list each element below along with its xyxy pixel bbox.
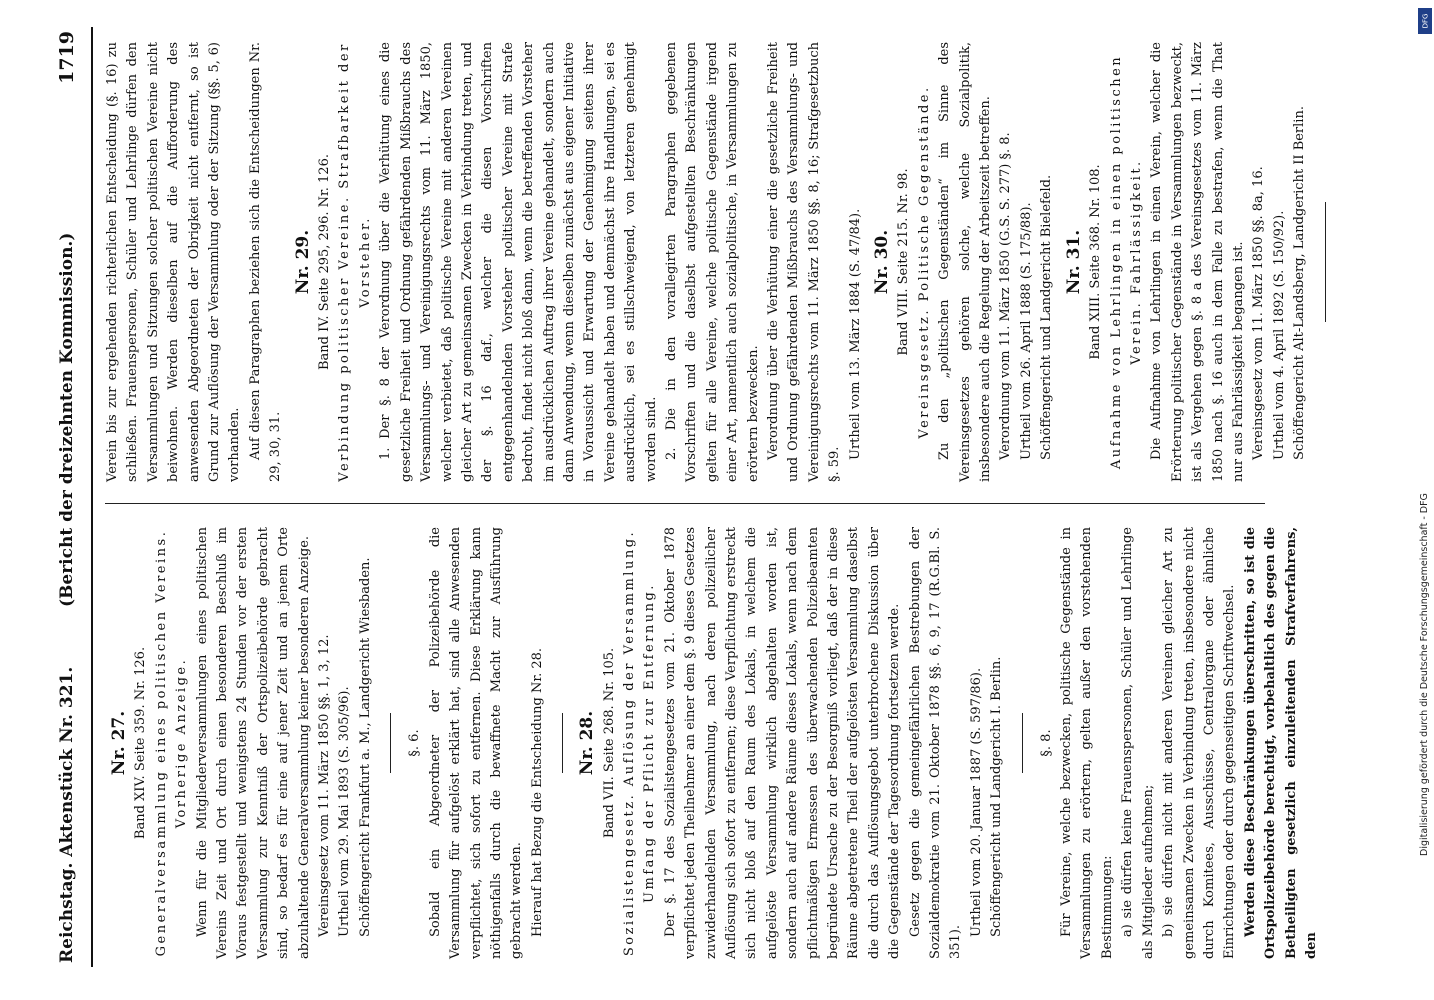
court-30: Schöffengericht und Landgericht Bielefeld.	[1039, 174, 1055, 460]
section-ref-27: Band XIV. Seite 359. Nr. 126.	[133, 646, 149, 840]
section-ref-31: Band XIII. Seite 368. Nr. 108.	[1088, 164, 1104, 360]
section-title-29: Verbindung politischer Vereine. Strafbarkeit der Vorsteher.	[337, 42, 373, 482]
section-title-31: Aufnahme von Lehrlingen in einen politischen Verein. Fahrlässigkeit.	[1108, 54, 1144, 470]
section-number-29: Nr. 29.	[292, 229, 313, 295]
divider-rule	[1022, 713, 1023, 773]
digitization-note	[1418, 6, 1434, 1000]
rotated-page	[47, 27, 1381, 967]
law-ref-31: Vereinsgesetz vom 11. März 1850 §§. 8a, 16.	[1251, 166, 1267, 460]
section-title-27: Generalversammlung eines politischen Vereins. Vorherige Anzeige.	[153, 529, 190, 957]
section-text-28: Der §. 17 des Sozialistengesetzes vom 21. Oktober 1878 verpflichtet jeden Theilnehmer an einer dem §. 9 dieses Gesetzes zuwiderhandelnden Versammlung, nach deren polizeilicher Auflösung sich sofort zu entfernen; diese Verpflichtung erstreckt sich nicht bloß auf den Raum des Lokals, in welchem die aufgelöste Versammlung wirklich abgehalten worden ist, sondern auch auf andere Räume dieses Lokals, wenn nach dem pflichtmäßigen Ermessen des überwachenden Polizeibeamten begründete Ursache zu der Besorgniß vorliegt, daß der in diese Räume abgetretene Theil der aufgelösten Versammlung daselbst die durch das Auflösungsgebot unterbrochene Diskussion über die Gegenstände der Tagesordnung fortsetzen werde.	[662, 527, 903, 959]
judgment-29: Urtheil vom 13. März 1884 (S. 47/84).	[847, 208, 863, 460]
court-27: Schöffengericht Frankfurt a. M., Landgericht Wiesbaden.	[357, 557, 373, 937]
law-ref-29: Verordnung über die Verhütung einer die gesetzliche Freiheit und Ordnung gefährdenden Mißbrauchs des Versammlungs- und Vereinigungsrechts vom 11. März 1850 §§. 8, 16; Strafgesetzbuch §. 59.	[766, 42, 843, 482]
continued-note: Auf diesen Paragraphen beziehen sich die Entscheidungen Nr. 29, 30, 31.	[247, 42, 284, 482]
section-number-30: Nr. 30.	[872, 229, 893, 295]
paragraph-item-b: b) sie dürfen nicht mit anderen Vereinen gleicher Art zu gemeinsamen Zwecken in Verbindung treten, insbesondere nicht durch Komitees, Ausschüsse, Centralorgane oder ähnliche Einrichtungen oder durch gegenseitigen Schriftwechsel.	[1161, 527, 1238, 959]
header-center: (Bericht der dreizehnten Kommission.)	[57, 232, 77, 607]
section-text-30: Zu den „politischen Gegenständen“ im Sinne des Vereinsgesetzes gehören solche, welche Sozialpolitik, insbesondere auch die Regelung der Arbeitszeit betreffen.	[937, 42, 994, 482]
digitization-note-text: Digitalisierung gefördert durch die Deutsche Forschungsgemeinschaft - DFG	[1419, 493, 1430, 856]
court-28: Schöffengericht und Landgericht I. Berlin.	[989, 656, 1005, 937]
section-number-31: Nr. 31.	[1063, 229, 1084, 295]
paragraph-note-6: Hierauf hat Bezug die Entscheidung Nr. 28.	[529, 647, 545, 937]
paragraph-heading-6: §. 6.	[407, 729, 423, 757]
paragraph-text-8: Für Vereine, welche bezwecken, politische Gegenstände in Versammlungen zu erörtern, gelten außer den vorstehenden Bestimmungen:	[1059, 527, 1115, 959]
section-text-29-1: 1. Der §. 8 der Verordnung über die Verhütung eines die gesetzliche Freiheit und Ordnung gefährdenden Mißbrauchs des Versammlungs- und Vereinigungsrechts vom 11. März 1850, welcher verbietet, daß politische Vereine mit anderen Vereinen gleicher Art zu gemeinsamen Zwecken in Verbindung treten, und der §. 16 daf., welcher die diesen Vorschriften entgegenhandelnden Vorsteher politischer Vereine mit Strafe bedroht, findet nicht bloß dann, wenn die betreffenden Vorsteher im ausdrücklichen Auftrag ihrer Vereine gehandelt, sondern auch dann Anwendung, wenn dieselben zunächst aus eigener Initiative in Voraussicht und Erwartung der Genehmigung seitens ihrer Vereine gehandelt haben und demnächst ihre Handlungen, sei es ausdrücklich, sei es stillschweigend, von letzteren genehmigt worden sind.	[378, 42, 659, 482]
law-ref-27: Vereinsgesetz vom 11. März 1850 §§. 1, 3, 12.	[317, 634, 333, 937]
header-left: Reichstag. Aktenstück Nr. 321.	[57, 666, 77, 963]
court-31: Schöffengericht Alt-Landsberg, Landgericht II Berlin.	[1292, 106, 1308, 460]
paragraph-text-6: Sobald ein Abgeordneter der Polizeibehörde die Versammlung für aufgelöst erklärt hat, sind alle Anwesenden verpflichtet, sich sofort zu entfernen. Diese Erklärung kann nöthigenfalls durch die bewaffnete Macht zur Ausführung gebracht werden.	[427, 527, 525, 959]
section-ref-29: Band IV. Seite 295, 296. Nr. 126.	[317, 154, 333, 370]
paragraph-item-a: a) sie dürfen keine Frauenspersonen, Schüler und Lehrlinge als Mitglieder aufnehmen;	[1120, 527, 1156, 959]
paragraph-heading-8: §. 8.	[1038, 729, 1054, 757]
page-number: 1719	[56, 31, 78, 84]
section-text-31: Die Aufnahme von Lehrlingen in einen Verein, welcher die Erörterung politischer Gegenstände in Versammlungen bezweckt, ist als Vergehen gegen §. 8 a des Vereinsgesetzes vom 11. März 1850 nach §. 16 auch in dem Falle zu bestrafen, wenn die That nur aus Fahrlässigkeit begangen ist.	[1149, 42, 1246, 482]
section-number-27: Nr. 27.	[109, 710, 129, 776]
column-right	[103, 42, 1340, 482]
end-rule	[1325, 202, 1326, 322]
section-number-28: Nr. 28.	[577, 710, 598, 776]
judgment-28: Urtheil vom 20. Januar 1887 (S. 597/86).	[968, 667, 984, 937]
section-title-30: Vereinsgesetz. Politische Gegenstände.	[916, 85, 932, 439]
continued-text: Verein bis zur ergehenden richterlichen Entscheidung (§. 16) zu schließen. Frauenspersonen, Schüler und Lehrlinge dürfen den Versammlungen und Sitzungen solcher politischen Vereine nicht beiwohnen. Werden dieselben auf die Aufforderung des anwesenden Abgeordneten der Obrigkeit nicht entfernt, so ist Grund zur Auflösung der Versammlung oder der Sitzung (§§. 5, 6) vorhanden.	[105, 42, 243, 482]
divider-rule	[390, 713, 391, 773]
judgment-30: Urtheil vom 26. April 1888 (S. 175/88).	[1018, 202, 1034, 460]
dfg-logo: DFG	[1418, 8, 1432, 34]
judgment-31: Urtheil vom 4. April 1892 (S. 150/92).	[1271, 210, 1287, 460]
section-ref-30: Band VIII. Seite 215. Nr. 98.	[896, 168, 912, 356]
page-header	[47, 27, 93, 967]
section-text-27: Wenn für die Mitgliederversammlungen eines politischen Vereins Zeit und Ort durch einen besonderen Beschluß im Voraus festgestellt und wenigstens 24 Stunden vor der ersten Versammlung zur Kenntniß der Ortspolizeibehörde gebracht sind, so bedarf es für eine auf jener Zeit und an jenem Orte abzuhaltende Generalversammlung keiner besonderen Anzeige.	[194, 527, 312, 959]
column-left	[103, 527, 1322, 959]
section-text-29-2: 2. Die in den vorallegirten Paragraphen gegebenen Vorschriften und die daselbst aufgestellten Beschränkungen gelten für alle Vereine, welche politische Gegenstände irgend einer Art, namentlich auch sozialpolitische, in Versammlungen zu erörtern bezwecken.	[663, 42, 761, 482]
section-title-28: Sozialistengesetz. Auflösung der Versammlung. Umfang der Pflicht zur Entfernung.	[621, 529, 658, 957]
column-divider	[105, 503, 1265, 504]
paragraph-text-8-cont: Werden diese Beschränkungen überschritten, so ist die Ortspolizeibehörde berechtigt, vorbehaltlich des gegen die Betheiligten gesetzlich einzuleitenden Strafverfahrens, den	[1242, 527, 1319, 959]
law-ref-30: Verordnung vom 11. März 1850 (G.S. S. 277) §. 8.	[998, 132, 1014, 460]
law-ref-28: Gesetz gegen die gemeingefährlichen Bestrebungen der Sozialdemokratie vom 21. Oktober 1878 §§. 6, 9, 17 (R.G.Bl. S. 351).	[907, 527, 964, 959]
judgment-27: Urtheil vom 29. Mai 1893 (S. 305/96).	[337, 686, 353, 937]
section-ref-28: Band VII. Seite 268. Nr. 105.	[601, 647, 617, 839]
divider-rule	[562, 713, 563, 773]
